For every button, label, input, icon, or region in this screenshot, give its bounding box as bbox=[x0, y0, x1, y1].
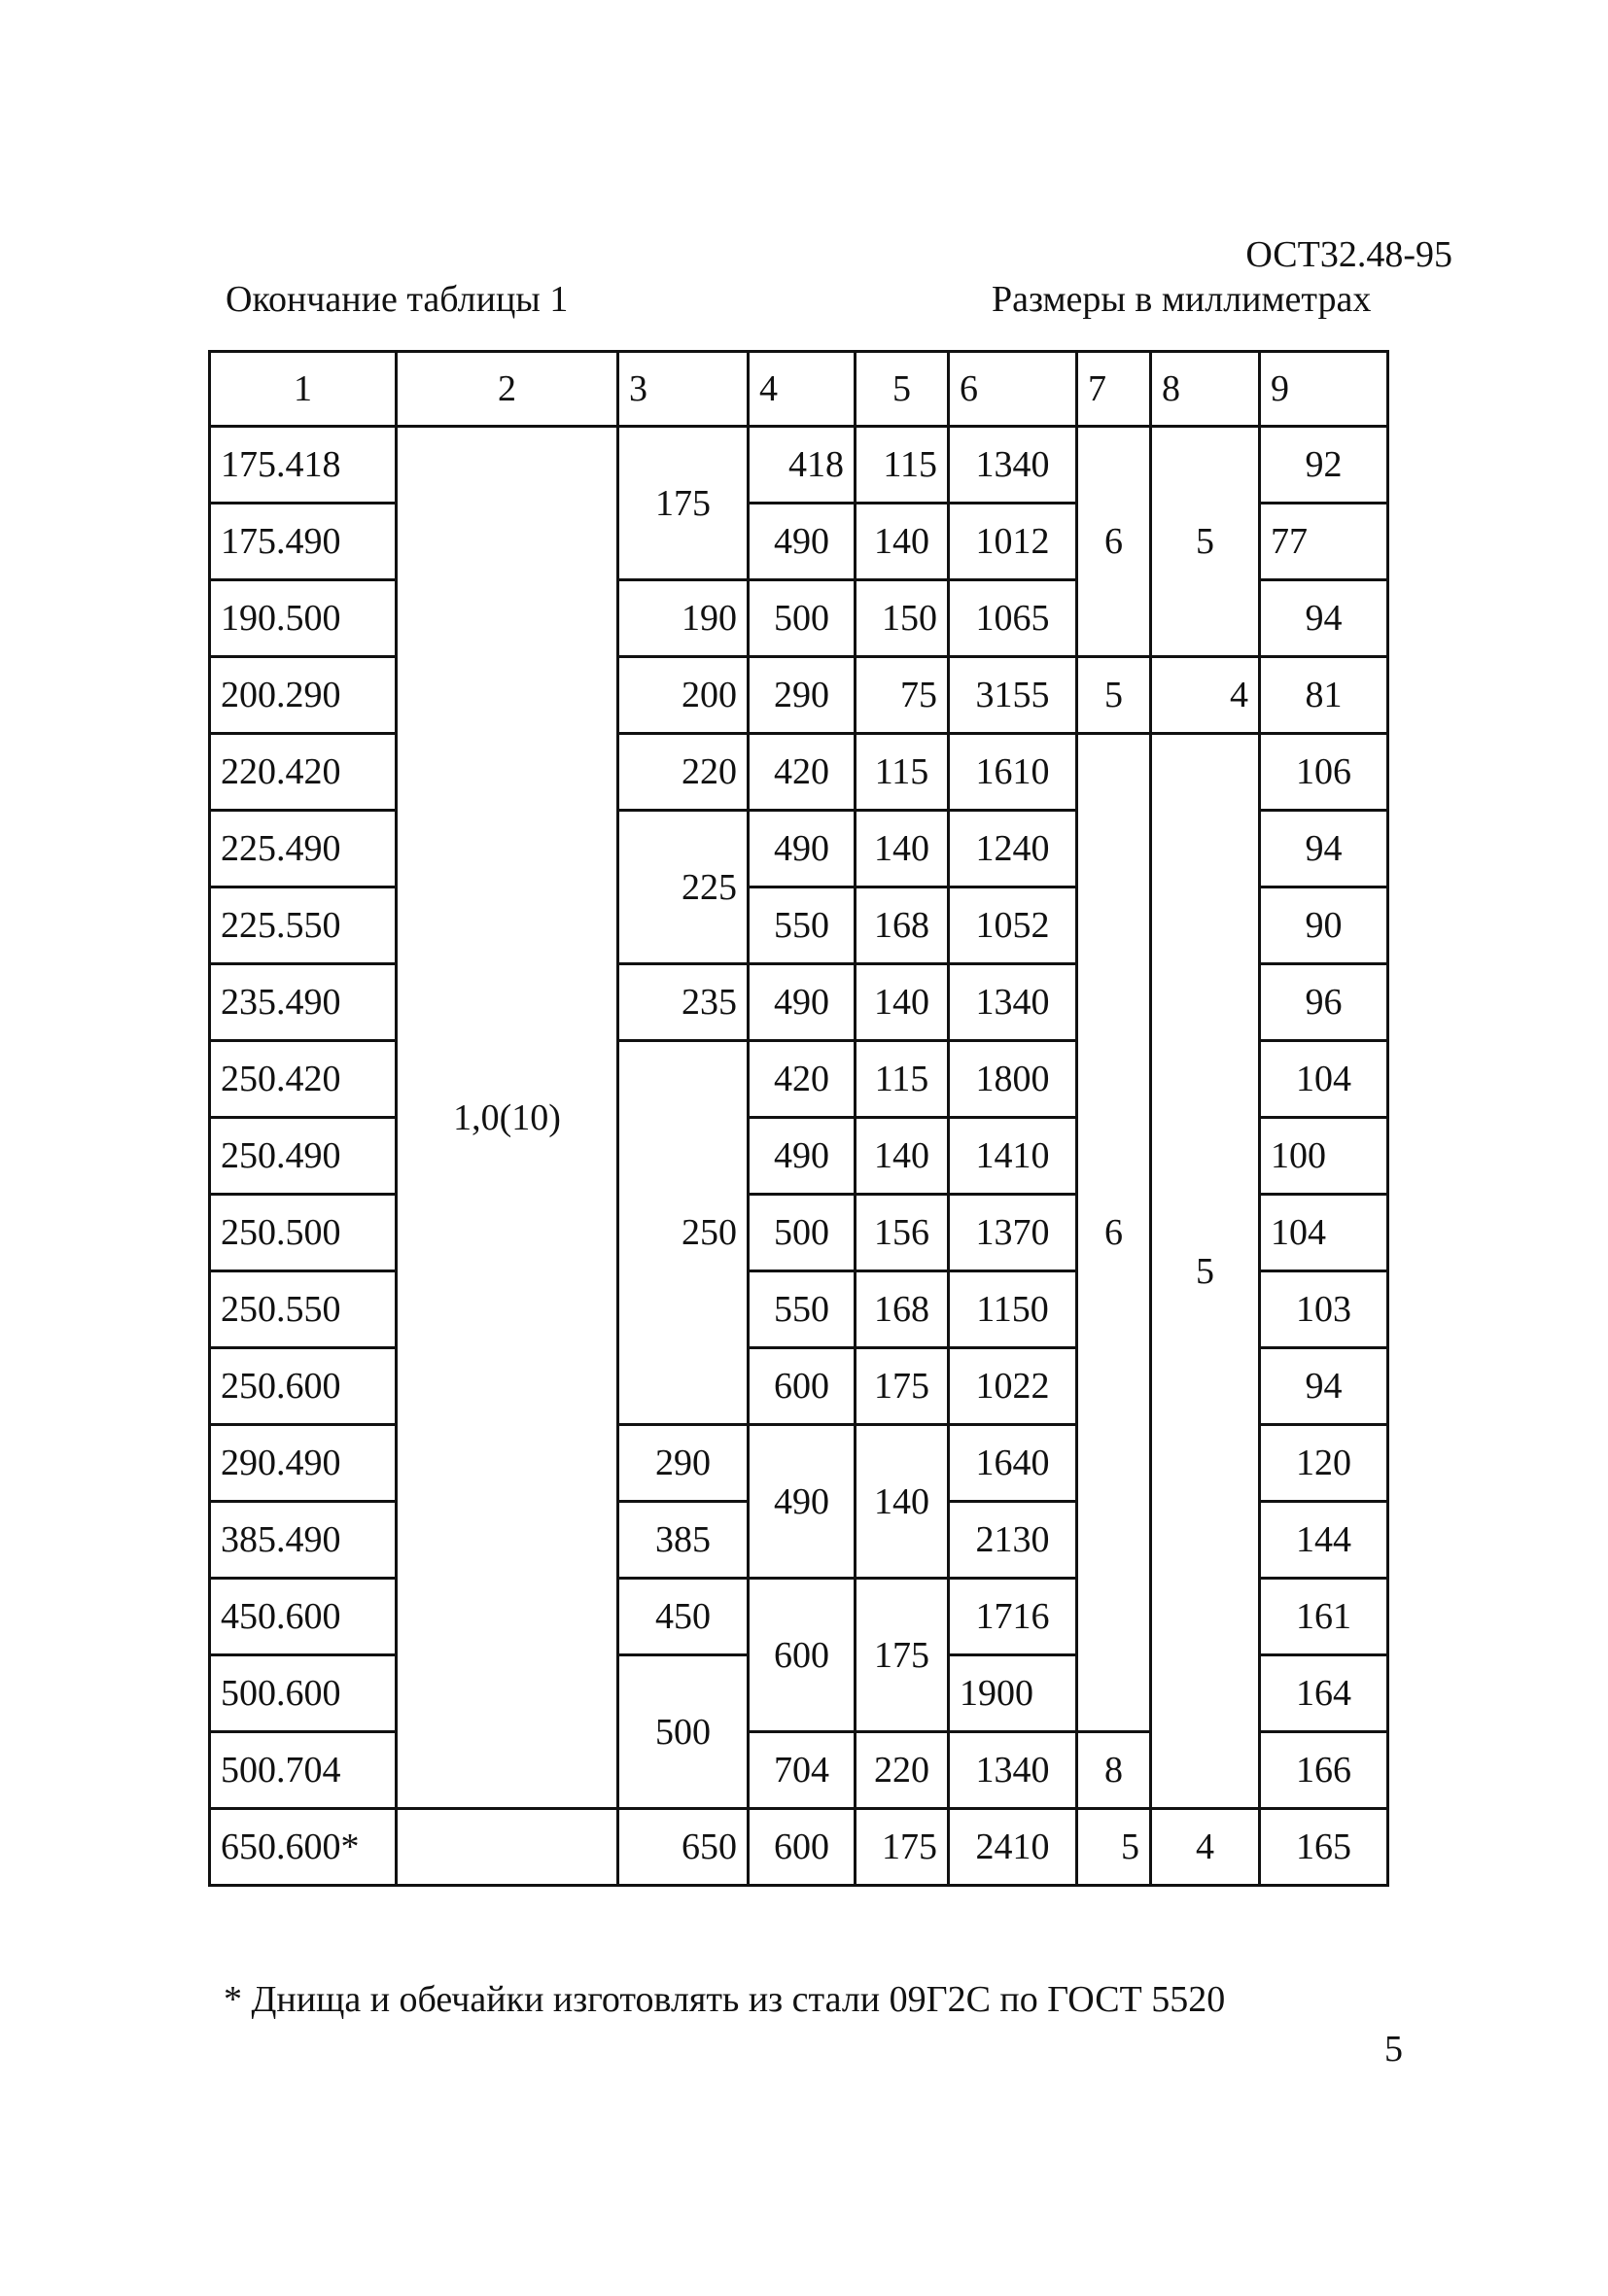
cell-col6: 1370 bbox=[949, 1195, 1077, 1271]
cell-col6: 3155 bbox=[949, 657, 1077, 734]
cell-col6: 1052 bbox=[949, 887, 1077, 964]
table-row bbox=[210, 657, 1388, 734]
cell-designation: 250.490 bbox=[210, 1118, 397, 1195]
cell-col8: 5 bbox=[1151, 734, 1260, 1809]
cell-col4: 490 bbox=[749, 964, 856, 1041]
cell-pressure: 1,0(10) bbox=[397, 427, 618, 1809]
cell-col5: 168 bbox=[856, 887, 949, 964]
cell-diameter: 250 bbox=[618, 1041, 749, 1425]
cell-designation: 500.704 bbox=[210, 1732, 397, 1809]
cell-designation: 225.490 bbox=[210, 811, 397, 887]
cell-col6: 2410 bbox=[949, 1809, 1077, 1886]
cell-col4: 290 bbox=[749, 657, 856, 734]
cell-col9: 164 bbox=[1260, 1655, 1388, 1732]
cell-col6: 1800 bbox=[949, 1041, 1077, 1118]
table-row bbox=[210, 1809, 1388, 1886]
cell-col5: 140 bbox=[856, 1118, 949, 1195]
cell-diameter: 190 bbox=[618, 580, 749, 657]
cell-col9: 92 bbox=[1260, 427, 1388, 504]
cell-col5: 168 bbox=[856, 1271, 949, 1348]
cell-col9: 104 bbox=[1260, 1041, 1388, 1118]
cell-col8: 4 bbox=[1151, 1809, 1260, 1886]
cell-col6: 1640 bbox=[949, 1425, 1077, 1502]
cell-col6: 1240 bbox=[949, 811, 1077, 887]
cell-col9: 165 bbox=[1260, 1809, 1388, 1886]
cell-designation: 190.500 bbox=[210, 580, 397, 657]
cell-pressure bbox=[397, 1809, 618, 1886]
cell-diameter: 650 bbox=[618, 1809, 749, 1886]
cell-col4: 490 bbox=[749, 504, 856, 580]
cell-col4: 418 bbox=[749, 427, 856, 504]
cell-col5: 175 bbox=[856, 1348, 949, 1425]
cell-col5: 115 bbox=[856, 427, 949, 504]
header-cell: 6 bbox=[949, 352, 1077, 427]
cell-col5: 140 bbox=[856, 964, 949, 1041]
cell-designation: 175.490 bbox=[210, 504, 397, 580]
cell-col7: 6 bbox=[1077, 427, 1151, 657]
cell-col4: 420 bbox=[749, 734, 856, 811]
cell-col5: 115 bbox=[856, 734, 949, 811]
cell-designation: 220.420 bbox=[210, 734, 397, 811]
cell-col9: 144 bbox=[1260, 1502, 1388, 1579]
cell-col8: 5 bbox=[1151, 427, 1260, 657]
cell-col9: 90 bbox=[1260, 887, 1388, 964]
cell-col6: 1340 bbox=[949, 964, 1077, 1041]
cell-col4: 490 bbox=[749, 1118, 856, 1195]
cell-col6: 1716 bbox=[949, 1579, 1077, 1655]
header-cell: 5 bbox=[856, 352, 949, 427]
cell-designation: 500.600 bbox=[210, 1655, 397, 1732]
cell-col5: 175 bbox=[856, 1809, 949, 1886]
cell-designation: 450.600 bbox=[210, 1579, 397, 1655]
cell-col5: 115 bbox=[856, 1041, 949, 1118]
cell-col5: 150 bbox=[856, 580, 949, 657]
table-row bbox=[210, 734, 1388, 811]
cell-col4: 600 bbox=[749, 1809, 856, 1886]
header-cell: 2 bbox=[397, 352, 618, 427]
cell-col9: 94 bbox=[1260, 811, 1388, 887]
cell-col5: 175 bbox=[856, 1579, 949, 1732]
cell-designation: 250.420 bbox=[210, 1041, 397, 1118]
table-row bbox=[210, 427, 1388, 504]
page-number: 5 bbox=[1384, 2029, 1403, 2070]
cell-col6: 1900 bbox=[949, 1655, 1077, 1732]
cell-diameter: 235 bbox=[618, 964, 749, 1041]
cell-col9: 94 bbox=[1260, 1348, 1388, 1425]
cell-col9: 103 bbox=[1260, 1271, 1388, 1348]
cell-col6: 1012 bbox=[949, 504, 1077, 580]
cell-designation: 290.490 bbox=[210, 1425, 397, 1502]
cell-col5: 140 bbox=[856, 811, 949, 887]
cell-col6: 1150 bbox=[949, 1271, 1077, 1348]
cell-col5: 220 bbox=[856, 1732, 949, 1809]
cell-col9: 100 bbox=[1260, 1118, 1388, 1195]
cell-col9: 77 bbox=[1260, 504, 1388, 580]
cell-col5: 156 bbox=[856, 1195, 949, 1271]
cell-diameter: 175 bbox=[618, 427, 749, 580]
cell-col5: 140 bbox=[856, 1425, 949, 1579]
cell-col4: 550 bbox=[749, 887, 856, 964]
cell-diameter: 200 bbox=[618, 657, 749, 734]
footnote: * Днища и обечайки изготовлять из стали 09Г2С по ГОСТ 5520 bbox=[224, 1979, 1226, 2020]
cell-col4: 600 bbox=[749, 1579, 856, 1732]
cell-col5: 140 bbox=[856, 504, 949, 580]
cell-designation: 250.550 bbox=[210, 1271, 397, 1348]
document-code: ОСТ32.48-95 bbox=[1245, 234, 1452, 275]
cell-col9: 161 bbox=[1260, 1579, 1388, 1655]
cell-col4: 500 bbox=[749, 1195, 856, 1271]
header-row bbox=[210, 352, 1388, 427]
dimensions-table bbox=[208, 350, 1389, 1887]
cell-col9: 81 bbox=[1260, 657, 1388, 734]
cell-col4: 704 bbox=[749, 1732, 856, 1809]
header-cell: 4 bbox=[749, 352, 856, 427]
cell-col6: 1022 bbox=[949, 1348, 1077, 1425]
cell-col4: 420 bbox=[749, 1041, 856, 1118]
cell-col4: 490 bbox=[749, 811, 856, 887]
cell-col9: 104 bbox=[1260, 1195, 1388, 1271]
cell-col7: 8 bbox=[1077, 1732, 1151, 1809]
cell-diameter: 225 bbox=[618, 811, 749, 964]
cell-diameter: 450 bbox=[618, 1579, 749, 1655]
cell-designation: 175.418 bbox=[210, 427, 397, 504]
cell-col5: 75 bbox=[856, 657, 949, 734]
cell-col8: 4 bbox=[1151, 657, 1260, 734]
header-cell: 3 bbox=[618, 352, 749, 427]
header-cell: 7 bbox=[1077, 352, 1151, 427]
cell-designation: 385.490 bbox=[210, 1502, 397, 1579]
cell-designation: 650.600* bbox=[210, 1809, 397, 1886]
cell-diameter: 385 bbox=[618, 1502, 749, 1579]
cell-col9: 94 bbox=[1260, 580, 1388, 657]
cell-designation: 200.290 bbox=[210, 657, 397, 734]
cell-col9: 106 bbox=[1260, 734, 1388, 811]
header-cell: 1 bbox=[210, 352, 397, 427]
cell-col7: 5 bbox=[1077, 1809, 1151, 1886]
cell-col7: 6 bbox=[1077, 734, 1151, 1732]
cell-diameter: 500 bbox=[618, 1655, 749, 1809]
cell-col7: 5 bbox=[1077, 657, 1151, 734]
cell-col9: 120 bbox=[1260, 1425, 1388, 1502]
header-cell: 8 bbox=[1151, 352, 1260, 427]
cell-designation: 235.490 bbox=[210, 964, 397, 1041]
cell-col6: 1065 bbox=[949, 580, 1077, 657]
cell-col6: 1340 bbox=[949, 1732, 1077, 1809]
cell-designation: 225.550 bbox=[210, 887, 397, 964]
header-cell: 9 bbox=[1260, 352, 1388, 427]
cell-col6: 2130 bbox=[949, 1502, 1077, 1579]
cell-col6: 1410 bbox=[949, 1118, 1077, 1195]
cell-designation: 250.500 bbox=[210, 1195, 397, 1271]
cell-col6: 1610 bbox=[949, 734, 1077, 811]
cell-col4: 600 bbox=[749, 1348, 856, 1425]
cell-designation: 250.600 bbox=[210, 1348, 397, 1425]
cell-col9: 96 bbox=[1260, 964, 1388, 1041]
cell-col9: 166 bbox=[1260, 1732, 1388, 1809]
table-caption: Окончание таблицы 1 bbox=[226, 279, 569, 320]
cell-diameter: 290 bbox=[618, 1425, 749, 1502]
cell-diameter: 220 bbox=[618, 734, 749, 811]
cell-col4: 550 bbox=[749, 1271, 856, 1348]
units-caption: Размеры в миллиметрах bbox=[992, 279, 1372, 320]
cell-col4: 490 bbox=[749, 1425, 856, 1579]
cell-col6: 1340 bbox=[949, 427, 1077, 504]
cell-col4: 500 bbox=[749, 580, 856, 657]
